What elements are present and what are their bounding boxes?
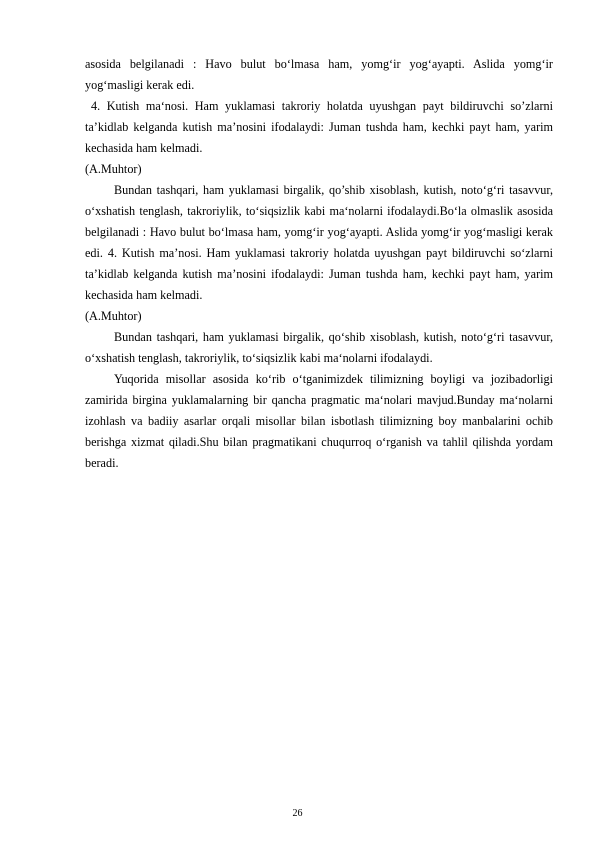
citation-muhtor: (A.Muhtor) — [85, 162, 142, 176]
list-item-kutish: 4. Kutish ma‘nosi. Ham yuklamasi takroriy holatda uyushgan payt bildiruvchi so’zlarni ta’kidlab kelganda kutish ma’nosini ifodalaydi: Juman tushda ham, kechki payt ham, yarim kechasida ham kelmadi. — [85, 99, 553, 155]
paragraph-bundan-tashqari: Bundan tashqari, ham yuklamasi birgalik, qo’shib xisoblash, kutish, noto‘g‘ri tasavvur, o‘xshatish tenglash, takroriylik, to‘siqsizlik kabi ma‘nolarni ifodalaydi.Bo‘la olmaslik asosida belgilanadi : Havo bulut bo‘lmasa ham, yomg‘ir yog‘ayapti. Aslida yomg‘ir yog‘masligi kerak edi. 4. Kutish ma’nosi. Ham yuklamasi takroriy holatda uyushgan payt bildiruvchi so‘zlarni ta’kidlab kelganda kutish ma’nosini ifodalaydi: Juman tushda ham, kechki payt ham, yarim kechasida ham kelmadi. — [85, 183, 553, 302]
citation-muhtor: (A.Muhtor) — [85, 309, 142, 323]
page-number: 26 — [292, 808, 303, 819]
document-page — [85, 54, 553, 474]
paragraph-continuation: asosida belgilanadi : Havo bulut bo‘lmasa ham, yomg‘ir yog‘ayapti. Aslida yomg‘ir yog‘masligi kerak edi. — [85, 57, 553, 92]
paragraph-bundan-tashqari-repeat: Bundan tashqari, ham yuklamasi birgalik, qo‘shib xisoblash, kutish, noto‘g‘ri tasavvur, o‘xshatish tenglash, takroriylik, to‘siqsizlik kabi ma‘nolarni ifodalaydi. — [85, 330, 553, 365]
paragraph-conclusion: Yuqorida misollar asosida ko‘rib o‘tganimizdek tilimizning boyligi va jozibadorligi zamirida birgina yuklamalarning bir qancha pragmatic ma‘nolari mavjud.Bunday ma‘nolarni izohlash va badiiy asarlar orqali misollar bilan isbotlash tilimizning boy manbalarini ochib berishga xizmat qiladi.Shu bilan pragmatikani chuqurroq o‘rganish va tahlil qilishda yordam beradi. — [85, 372, 553, 470]
